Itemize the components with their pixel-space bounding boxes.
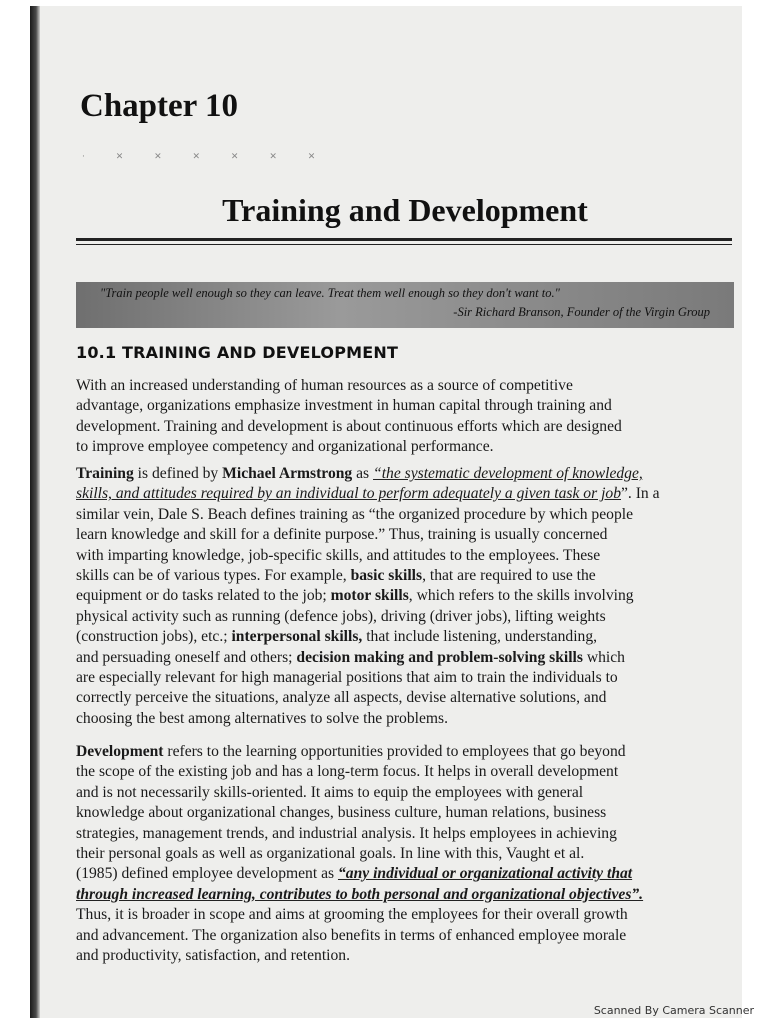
text-line xyxy=(76,742,742,762)
text-line: the scope of the existing job and has a long-term focus. It helps in overall development xyxy=(76,763,619,781)
text-line: physical activity such as running (defence jobs), driving (driver jobs), lifting weights xyxy=(76,607,606,625)
paragraph-intro xyxy=(76,376,742,458)
text-run: ”. In a xyxy=(621,485,660,503)
text-line: and productivity, satisfaction, and retention. xyxy=(76,947,350,965)
section-heading: 10.1 TRAINING AND DEVELOPMENT xyxy=(76,343,399,362)
text-run: , that are required to use the xyxy=(422,567,596,585)
text-line: similar vein, Dale S. Beach defines training as “the organized procedure by which people xyxy=(76,505,633,523)
text-line xyxy=(76,648,742,668)
text-run: , which refers to the skills involving xyxy=(408,587,634,605)
term-interpersonal-skills: interpersonal skills, xyxy=(231,628,363,646)
text-run: equipment or do tasks related to the job; xyxy=(76,587,331,605)
chapter-title: Training and Development xyxy=(222,192,588,228)
text-run: is defined by xyxy=(133,465,223,482)
text-line: are especially relevant for high managerial positions that aim to train the individuals to xyxy=(76,669,618,687)
text-line xyxy=(76,464,742,484)
title-rule-thin xyxy=(76,244,732,245)
text-line xyxy=(76,627,742,647)
text-run: skills can be of various types. For example, xyxy=(76,567,351,585)
definition-quote: through increased learning, contributes to both personal and organizational objectives”. xyxy=(76,885,644,903)
scanner-watermark: Scanned By Camera Scanner xyxy=(593,1004,754,1017)
text-line: With an increased understanding of human resources as a source of competitive xyxy=(76,377,573,394)
book-spine-shadow xyxy=(30,6,40,1018)
definition-quote: “the systematic development of knowledge, xyxy=(373,465,643,482)
epigraph-band xyxy=(76,282,734,328)
epigraph-text: "Train people well enough so they can leave. Treat them well enough so they don't want to." xyxy=(100,286,560,300)
author-name: Michael Armstrong xyxy=(222,465,353,482)
text-line xyxy=(76,864,742,884)
text-run: (1985) defined employee development as xyxy=(76,865,338,883)
text-line xyxy=(76,484,742,504)
chapter-number: Chapter 10 xyxy=(80,88,238,124)
text-line: learn knowledge and skill for a definite purpose.” Thus, training is usually concerned xyxy=(76,526,608,544)
chapter-ornament: · ✕ ✕ ✕ ✕ ✕ ✕ xyxy=(82,152,330,162)
definition-quote: skills, and attitudes required by an individual to perform adequately a given task or job xyxy=(76,485,621,503)
term-decision-skills: decision making and problem-solving skills xyxy=(296,648,583,666)
definition-quote: “any individual or organizational activity that xyxy=(337,865,633,883)
text-line xyxy=(76,586,742,606)
term-motor-skills: motor skills xyxy=(330,587,409,605)
epigraph-author: -Sir Richard Branson, Founder of the Virgin Group xyxy=(453,305,710,319)
term-basic-skills: basic skills xyxy=(350,567,423,585)
term-training: Training xyxy=(76,465,134,482)
text-line: knowledge about organizational changes, business culture, human relations, business xyxy=(76,804,607,822)
text-line xyxy=(76,566,742,586)
term-development: Development xyxy=(76,743,164,760)
text-run: which xyxy=(582,648,625,666)
text-line: Thus, it is broader in scope and aims at grooming the employees for their overall growth xyxy=(76,906,628,924)
text-run: that include listening, understanding, xyxy=(362,628,598,646)
text-line: advantage, organizations emphasize investment in human capital through training and xyxy=(76,397,612,415)
text-run: (construction jobs), etc.; xyxy=(76,628,232,646)
text-line: development. Training and development is about continuous efforts which are designed xyxy=(76,417,622,435)
text-run: refers to the learning opportunities provided to employees that go beyond xyxy=(163,743,626,760)
text-line: with imparting knowledge, job-specific skills, and attitudes to the employees. These xyxy=(76,546,601,564)
text-line: and is not necessarily skills-oriented. It aims to equip the employees with general xyxy=(76,783,584,801)
paragraph-training xyxy=(76,464,742,729)
text-run: and persuading oneself and others; xyxy=(76,648,297,666)
text-line: strategies, management trends, and industrial analysis. It helps employees in achieving xyxy=(76,824,617,842)
text-line: their personal goals as well as organizational goals. In line with this, Vaught et al. xyxy=(76,845,585,863)
text-line: and advancement. The organization also benefits in terms of enhanced employee morale xyxy=(76,926,627,944)
text-line: correctly perceive the situations, analyze all aspects, devise alternative solutions, and xyxy=(76,689,607,707)
paragraph-development xyxy=(76,742,742,966)
title-rule-thick xyxy=(76,238,732,241)
book-page xyxy=(30,6,742,1018)
text-run: as xyxy=(352,465,374,482)
text-line: to improve employee competency and organizational performance. xyxy=(76,438,494,456)
text-line: choosing the best among alternatives to solve the problems. xyxy=(76,709,449,727)
